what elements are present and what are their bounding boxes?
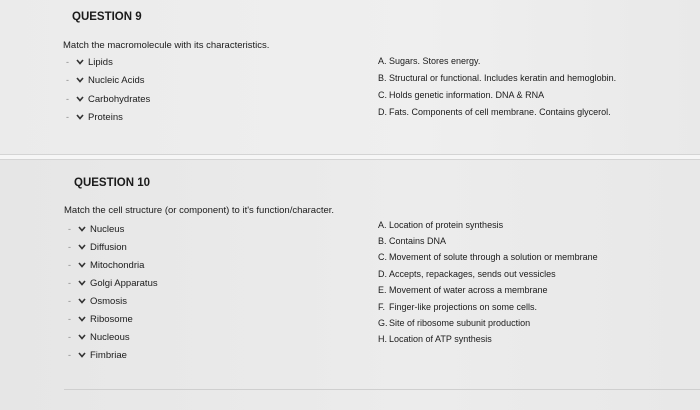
answer-letter: B. — [378, 73, 387, 83]
match-select[interactable] — [68, 240, 127, 254]
answer-option — [378, 302, 537, 312]
match-item-label: Lipids — [88, 56, 113, 68]
chevron-down-icon[interactable] — [76, 96, 88, 102]
bottom-divider — [64, 389, 700, 390]
match-item-label: Osmosis — [90, 295, 127, 307]
answer-letter: A. — [378, 220, 387, 230]
chevron-down-icon[interactable] — [76, 59, 88, 65]
unanswered-dash: - — [68, 224, 71, 234]
answer-letter: D. — [378, 269, 387, 279]
match-select[interactable] — [66, 92, 150, 106]
unanswered-dash: - — [66, 57, 69, 67]
match-select[interactable] — [68, 294, 127, 308]
chevron-down-icon[interactable] — [78, 334, 90, 340]
answer-text: Movement of water across a membrane — [389, 285, 548, 295]
unanswered-dash: - — [66, 112, 69, 122]
answer-text: Location of ATP synthesis — [389, 334, 492, 344]
answer-text: Site of ribosome subunit production — [389, 318, 531, 328]
match-select[interactable] — [68, 330, 130, 344]
answer-letter: F. — [378, 302, 386, 312]
question-10-title: QUESTION 10 — [74, 177, 151, 189]
answer-letter: D. — [378, 107, 387, 117]
answer-letter: G. — [378, 318, 388, 328]
chevron-down-icon[interactable] — [78, 226, 90, 232]
chevron-down-icon[interactable] — [78, 298, 90, 304]
answer-option — [378, 236, 446, 246]
answer-option — [378, 334, 492, 344]
match-item-label: Golgi Apparatus — [90, 277, 158, 289]
answer-option — [378, 285, 548, 295]
answer-option — [378, 220, 503, 230]
unanswered-dash: - — [68, 260, 71, 270]
answer-letter: B. — [378, 236, 387, 246]
answer-text: Fats. Components of cell membrane. Contains glycerol. — [389, 107, 611, 117]
answer-text: Location of protein synthesis — [389, 220, 504, 230]
match-select[interactable] — [68, 222, 124, 236]
chevron-down-icon[interactable] — [78, 262, 90, 268]
answer-text: Holds genetic information. DNA & RNA — [389, 90, 545, 100]
question-9-instruction: Match the macromolecule with its characteristics. — [63, 40, 270, 51]
answer-option — [378, 90, 544, 100]
unanswered-dash: - — [68, 242, 71, 252]
match-select[interactable] — [68, 276, 158, 290]
chevron-down-icon[interactable] — [76, 114, 88, 120]
answer-text: Accepts, repackages, sends out vessicles — [389, 269, 556, 279]
unanswered-dash: - — [68, 350, 71, 360]
match-item-label: Nucleic Acids — [88, 74, 145, 86]
answer-option — [378, 107, 611, 117]
match-item-label: Proteins — [88, 111, 123, 123]
match-select[interactable] — [66, 55, 113, 69]
answer-letter: E. — [378, 285, 387, 295]
answer-text: Finger-like projections on some cells. — [389, 302, 538, 312]
answer-text: Sugars. Stores energy. — [389, 56, 481, 66]
answer-text: Contains DNA — [389, 236, 447, 246]
match-select[interactable] — [66, 110, 123, 124]
question-10-instruction: Match the cell structure (or component) to it's function/character. — [64, 205, 335, 216]
match-item-label: Nucleous — [90, 331, 130, 343]
chevron-down-icon[interactable] — [78, 280, 90, 286]
match-select[interactable] — [66, 73, 145, 87]
unanswered-dash: - — [66, 94, 69, 104]
answer-text: Structural or functional. Includes keratin and hemoglobin. — [389, 73, 617, 83]
match-item-label: Carbohydrates — [88, 93, 151, 105]
chevron-down-icon[interactable] — [78, 244, 90, 250]
match-item-label: Nucleus — [90, 223, 125, 235]
answer-option — [378, 56, 480, 66]
unanswered-dash: - — [68, 278, 71, 288]
match-item-label: Ribosome — [90, 313, 133, 325]
unanswered-dash: - — [68, 296, 71, 306]
unanswered-dash: - — [66, 75, 69, 85]
match-select[interactable] — [68, 258, 144, 272]
answer-option — [378, 252, 598, 262]
answer-letter: H. — [378, 334, 387, 344]
chevron-down-icon[interactable] — [78, 316, 90, 322]
unanswered-dash: - — [68, 332, 71, 342]
match-select[interactable] — [68, 312, 133, 326]
match-item-label: Diffusion — [90, 241, 127, 253]
answer-option — [378, 318, 530, 328]
answer-option — [378, 73, 616, 83]
match-item-label: Mitochondria — [90, 259, 145, 271]
answer-letter: C. — [378, 252, 387, 262]
answer-option — [378, 269, 556, 279]
answer-letter: A. — [378, 56, 387, 66]
chevron-down-icon[interactable] — [76, 77, 88, 83]
question-9-title: QUESTION 9 — [72, 11, 142, 23]
match-select[interactable] — [68, 348, 127, 362]
answer-text: Movement of solute through a solution or membrane — [389, 252, 598, 262]
match-item-label: Fimbriae — [90, 349, 127, 361]
chevron-down-icon[interactable] — [78, 352, 90, 358]
unanswered-dash: - — [68, 314, 71, 324]
answer-letter: C. — [378, 90, 387, 100]
